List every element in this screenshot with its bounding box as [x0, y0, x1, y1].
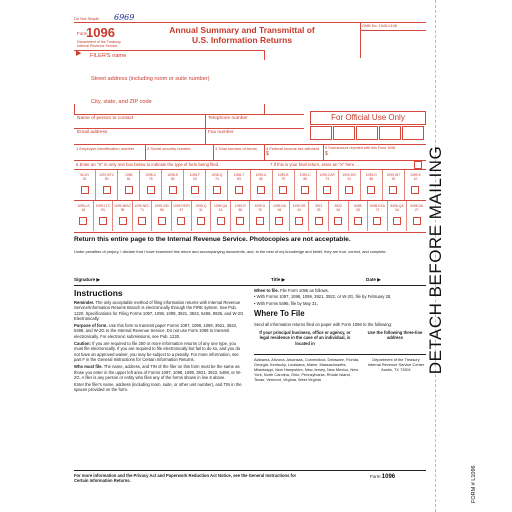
- form-type-checkbox[interactable]: [354, 217, 362, 225]
- form-type-checkbox[interactable]: [99, 217, 107, 225]
- form-number: 1096: [86, 25, 115, 40]
- final-return-checkbox[interactable]: [414, 161, 422, 169]
- return-notice: Return this entire page to the Internal Revenue Service. Photocopies are not acceptable.: [74, 236, 351, 243]
- line7-label: 7 If this is your final return, enter an "X" here . .: [270, 162, 360, 167]
- form-type-name: 1099-MISC: [114, 204, 131, 208]
- contact-name-label[interactable]: Name of person to contact: [77, 116, 134, 121]
- form-type-cell: [349, 201, 369, 231]
- when-to-file: When to file. File Form 1096 as follows.: [254, 288, 329, 293]
- form-type-code: 50: [104, 177, 109, 181]
- form-type-checkbox[interactable]: [213, 186, 221, 194]
- when-bullet-1: • With Forms 1097, 1098, 1099, 3921, 3922, or W-2G, file by February 28,: [254, 294, 392, 300]
- form-type-name: 5498-ESA: [369, 204, 385, 208]
- form-type-code: 78: [148, 177, 153, 181]
- form-type-name: 5498-SA: [410, 204, 424, 208]
- form-type-code: 94: [277, 208, 282, 212]
- form-type-checkbox[interactable]: [169, 186, 177, 194]
- form-type-name: 3921: [314, 204, 323, 208]
- form-type-code: 71: [140, 208, 144, 212]
- form-type-cell: [133, 201, 153, 231]
- box1-label[interactable]: 1 Employer identification number: [76, 146, 135, 151]
- form-type-code: 93: [101, 208, 105, 212]
- form-type-name: 1099-R: [234, 204, 246, 208]
- form-type-code: 81: [126, 177, 131, 181]
- form-type-cell: [74, 170, 96, 200]
- footer-form-label: Form: [370, 474, 381, 479]
- form-type-cell: [290, 201, 310, 231]
- form-type-name: 1098: [124, 173, 133, 177]
- states-list: Alabama, Arizona, Arkansas, Connecticut, Delaware, Florida, Georgia, Kentucky, Louisiana, Maine, Massachusetts, Mississippi, New Hampshire, New Jersey, New Mexico, New York, North Carolina, Ohio, Pennsylvania, Rhode Island, Texas, Vermont, Virginia, West Virginia: [254, 357, 360, 382]
- form-type-code: 31: [199, 208, 203, 212]
- form-type-cell: [383, 170, 405, 200]
- form-type-code: 74: [215, 177, 219, 181]
- city-state-zip-label[interactable]: City, state, and ZIP code: [91, 99, 152, 105]
- form-type-checkbox[interactable]: [393, 217, 401, 225]
- form-types-row1: [74, 170, 426, 200]
- form-type-cell: [295, 170, 317, 200]
- form-type-code: 85: [303, 177, 307, 181]
- form-type-cell: [96, 170, 118, 200]
- form-type-cell: [339, 170, 361, 200]
- title-label[interactable]: Title ▶: [271, 277, 286, 282]
- form-type-checkbox[interactable]: [295, 217, 303, 225]
- form-type-checkbox[interactable]: [413, 217, 421, 225]
- form-type-checkbox[interactable]: [177, 217, 185, 225]
- form-type-name: 1099-DIV: [342, 173, 357, 177]
- form-type-checkbox[interactable]: [197, 217, 205, 225]
- instructions-column: [74, 288, 244, 393]
- street-address-label[interactable]: Street address (including room or suite number): [91, 76, 210, 82]
- caution-paragraph: Caution: If you are required to file 250 or more information returns of any one type, you must file electronically. If you are required to file electronically but fail to do so, and you do not have an approved waiver, you may be subject to a penalty. For more information, see part F in the General Instructions for Certain Information Returns.: [74, 341, 241, 362]
- telephone-label[interactable]: Telephone number: [208, 116, 248, 121]
- box5-dollar: $: [325, 151, 328, 157]
- instructions-heading: Instructions: [74, 288, 123, 298]
- form-type-checkbox[interactable]: [147, 186, 155, 194]
- form-type-name: 1099-QA: [213, 204, 228, 208]
- privacy-notice: For more information and the Privacy Act and Paperwork Reduction Act Notice, see the General Instructions for Certain Information Returns.: [74, 473, 297, 484]
- form-type-cell: [309, 201, 329, 231]
- form-type-name: 1097-BTC: [99, 173, 115, 177]
- form-type-name: 1099-LTC: [95, 204, 111, 208]
- form-type-cell: [231, 201, 251, 231]
- form-type-cell: [317, 170, 339, 200]
- form-type-checkbox[interactable]: [257, 186, 265, 194]
- form-type-code: 80: [259, 177, 263, 181]
- form-type-cell: [329, 201, 349, 231]
- box3-label[interactable]: 3 Total number of forms: [215, 146, 257, 151]
- form-type-name: 1099-S: [254, 204, 266, 208]
- form-type-checkbox[interactable]: [345, 186, 353, 194]
- form-type-code: 96: [159, 208, 164, 212]
- form-type-cell: [251, 170, 273, 200]
- form-type-cell: [407, 201, 426, 231]
- form-type-cell: [74, 201, 94, 231]
- form-type-code: 16: [81, 208, 86, 212]
- signature-label[interactable]: Signature ▶: [74, 277, 100, 282]
- form-type-code: 79: [281, 177, 285, 181]
- box4-label[interactable]: 4 Federal income tax withheld: [266, 146, 320, 151]
- reminder-paragraph: Reminder. The only acceptable method of filing information returns with Internal Revenue Service/Information Returns Branch is electronically through the FIRE system. See Pub. 1220, Specifications for Filing Forms 1097, 1098, 1099, 3921, 3922, 5498, 8935, and W-2G Electronically.: [74, 300, 244, 321]
- form-type-name: 1098-T: [233, 173, 245, 177]
- form-type-code: 72: [375, 208, 380, 212]
- form-type-name: 1099-C: [299, 173, 311, 177]
- form-type-checkbox[interactable]: [119, 217, 127, 225]
- form-type-name: 1099-LS: [77, 204, 90, 208]
- form-type-cell: [368, 201, 388, 231]
- form-type-code: 10: [413, 177, 418, 181]
- where-to-file-heading: Where To File: [254, 308, 305, 318]
- form-type-cell: [192, 201, 212, 231]
- form-type-cell: [228, 170, 250, 200]
- form-word: Form: [77, 31, 88, 36]
- fax-label[interactable]: Fax number: [208, 130, 234, 135]
- form-type-name: 5498-QA: [390, 204, 404, 208]
- form-type-checkbox[interactable]: [279, 186, 287, 194]
- form-type-cell: [152, 201, 172, 231]
- form-type-checkbox[interactable]: [158, 217, 166, 225]
- form-type-checkbox[interactable]: [236, 217, 244, 225]
- form-type-code: 98: [238, 208, 243, 212]
- form-type-cell: [206, 170, 228, 200]
- form-type-cell: [273, 170, 295, 200]
- official-use-label: For Official Use Only: [331, 113, 405, 122]
- form-type-cell: [388, 201, 408, 231]
- form-type-name: 1098-Q: [211, 173, 223, 177]
- form-type-cell: [172, 201, 192, 231]
- form-type-name: 1099-G: [365, 173, 377, 177]
- form-types-row2: [74, 201, 426, 231]
- department-label: Department of the Treasury Internal Revenue Service: [77, 40, 121, 49]
- form-type-name: 3922: [334, 204, 342, 208]
- filer-name-label[interactable]: FILER'S name: [90, 53, 127, 59]
- form-type-code: 95: [120, 208, 125, 212]
- form-type-checkbox[interactable]: [191, 186, 199, 194]
- box5-label[interactable]: 5 Total amount reported with this Form 1096: [325, 146, 396, 150]
- form-type-code: 26: [336, 208, 341, 212]
- form-type-checkbox[interactable]: [411, 186, 419, 194]
- address-column-head: Use the following three-line address: [367, 330, 423, 341]
- form-title-line2: U.S. Information Returns: [191, 35, 293, 45]
- form-type-code: 43: [297, 208, 301, 212]
- filing-info-column: [254, 288, 426, 398]
- form-type-code: 75: [257, 208, 262, 212]
- form-type-name: 1099-K: [410, 173, 421, 177]
- form-type-code: 03: [193, 177, 197, 181]
- form-type-code: 2A: [395, 208, 400, 212]
- form-type-cell: [405, 170, 426, 200]
- form-type-checkbox[interactable]: [235, 186, 243, 194]
- form-type-cell: [94, 201, 114, 231]
- official-use-grid: [310, 126, 424, 140]
- form-type-checkbox[interactable]: [103, 186, 111, 194]
- form-type-cell: [361, 170, 383, 200]
- form-type-cell: [162, 170, 184, 200]
- form-type-code: 83: [237, 177, 241, 181]
- form-type-code: 32: [82, 177, 87, 181]
- official-use-box: [310, 111, 426, 125]
- form-type-code: 92: [391, 177, 396, 181]
- form-type-name: 1099-INT: [386, 173, 401, 177]
- form-type-name: 1099-Q: [195, 204, 207, 208]
- form-type-code: 27: [414, 208, 419, 212]
- filer-info-paragraph: Enter the filer's name, address (including room, suite, or other unit number), and TIN in the spaces provided on the form.: [74, 382, 242, 393]
- form-type-cell: [140, 170, 162, 200]
- who-must-file-paragraph: Who must file. The name, address, and TIN of the filer on this form must be the same as those you enter in the upper left area of Forms 1097, 1098, 1099, 3921, 3922, 5498, or W-2G. A filer is any person or entity who files any of the forms shown in line 6 above.: [74, 364, 242, 380]
- perjury-statement: Under penalties of perjury, I declare that I have examined this return and accompanying documents, and, to the best of my knowledge and belief, they are true, correct, and complete.: [74, 249, 387, 254]
- form-type-checkbox[interactable]: [81, 186, 89, 194]
- form-type-checkbox[interactable]: [334, 217, 342, 225]
- form-type-cell: [113, 201, 133, 231]
- form-type-name: 1099-OID: [154, 204, 169, 208]
- line6-label: 6 Enter an "X" in only one box below to indicate the type of form being filed.: [76, 162, 220, 167]
- form-type-checkbox[interactable]: [315, 217, 323, 225]
- form-type-name: 1099-SB: [292, 204, 306, 208]
- form-type-name: 5498: [354, 204, 362, 208]
- form-title: [162, 25, 322, 45]
- irs-address: Department of the Treasury Internal Revenue Service Center Austin, TX 73301: [367, 357, 425, 372]
- date-label[interactable]: Date ▶: [366, 277, 381, 282]
- form-type-name: 1099-NEC: [134, 204, 150, 208]
- form-type-checkbox[interactable]: [275, 217, 283, 225]
- where-to-file-text: Send all information returns filed on paper with Form 1096 to the following:: [254, 321, 393, 327]
- form-type-name: 1099-PATR: [172, 204, 190, 208]
- form-type-code: 28: [356, 208, 360, 212]
- form-type-checkbox[interactable]: [217, 217, 225, 225]
- form-type-cell: [118, 170, 140, 200]
- footer-form-id: [370, 474, 395, 480]
- form-type-code: 91: [347, 177, 352, 181]
- form-type-checkbox[interactable]: [389, 186, 397, 194]
- omb-number: OMB No. 1545-0108: [362, 24, 397, 28]
- form-type-checkbox[interactable]: [367, 186, 375, 194]
- box2-label[interactable]: 2 Social security number: [147, 146, 191, 151]
- form-type-checkbox[interactable]: [125, 186, 133, 194]
- form-type-code: 1A: [218, 208, 223, 212]
- form-type-name: 1099-B: [277, 173, 289, 177]
- form-type-name: 1099-CAP: [319, 173, 335, 177]
- form-code-label: FORM # L1096: [471, 465, 477, 503]
- when-bullet-2: • With Forms 5498, file by May 31,: [254, 300, 318, 306]
- form-type-code: 86: [369, 177, 374, 181]
- form-type-code: 84: [170, 177, 175, 181]
- form-type-name: 1098-C: [145, 173, 157, 177]
- form-type-cell: [184, 170, 206, 200]
- form-type-code: 97: [179, 208, 184, 212]
- do-not-staple-label: Do Not Staple: [74, 16, 99, 21]
- form-type-checkbox[interactable]: [79, 217, 87, 225]
- form-type-name: W-2G: [80, 173, 89, 177]
- handwritten-code: 6969: [114, 13, 135, 22]
- form-title-line1: Annual Summary and Transmittal of: [169, 25, 315, 35]
- box4-dollar: $: [266, 151, 269, 157]
- form-type-checkbox[interactable]: [138, 217, 146, 225]
- form-type-checkbox[interactable]: [323, 186, 331, 194]
- form-type-name: 1098-F: [189, 173, 201, 177]
- form-type-cell: [270, 201, 290, 231]
- form-type-name: 1099-A: [255, 173, 267, 177]
- form-type-code: 25: [316, 208, 321, 212]
- form-type-checkbox[interactable]: [373, 217, 381, 225]
- form-type-name: 1098-E: [167, 173, 179, 177]
- detach-label: DETACH BEFORE MAILING: [426, 145, 445, 375]
- form-type-cell: [211, 201, 231, 231]
- email-label[interactable]: Email address: [77, 130, 108, 135]
- form-type-cell: [250, 201, 270, 231]
- form-type-checkbox[interactable]: [301, 186, 309, 194]
- form-type-name: 1099-SA: [272, 204, 286, 208]
- form-type-code: 73: [325, 177, 330, 181]
- location-column-head: If your principal business, office or agency, or legal residence in the case of an individual, is located in: [259, 330, 351, 346]
- footer-form-number: 1096: [381, 474, 396, 480]
- purpose-paragraph: Purpose of form. Use this form to transmit paper Forms 1097, 1098, 1099, 3921, 3922, 5498, and W-2G to the Internal Revenue Service. Do not use Form 1096 to transmit electronically. For electronic submissions, see Pub. 1220.: [74, 323, 238, 339]
- form-type-checkbox[interactable]: [256, 217, 264, 225]
